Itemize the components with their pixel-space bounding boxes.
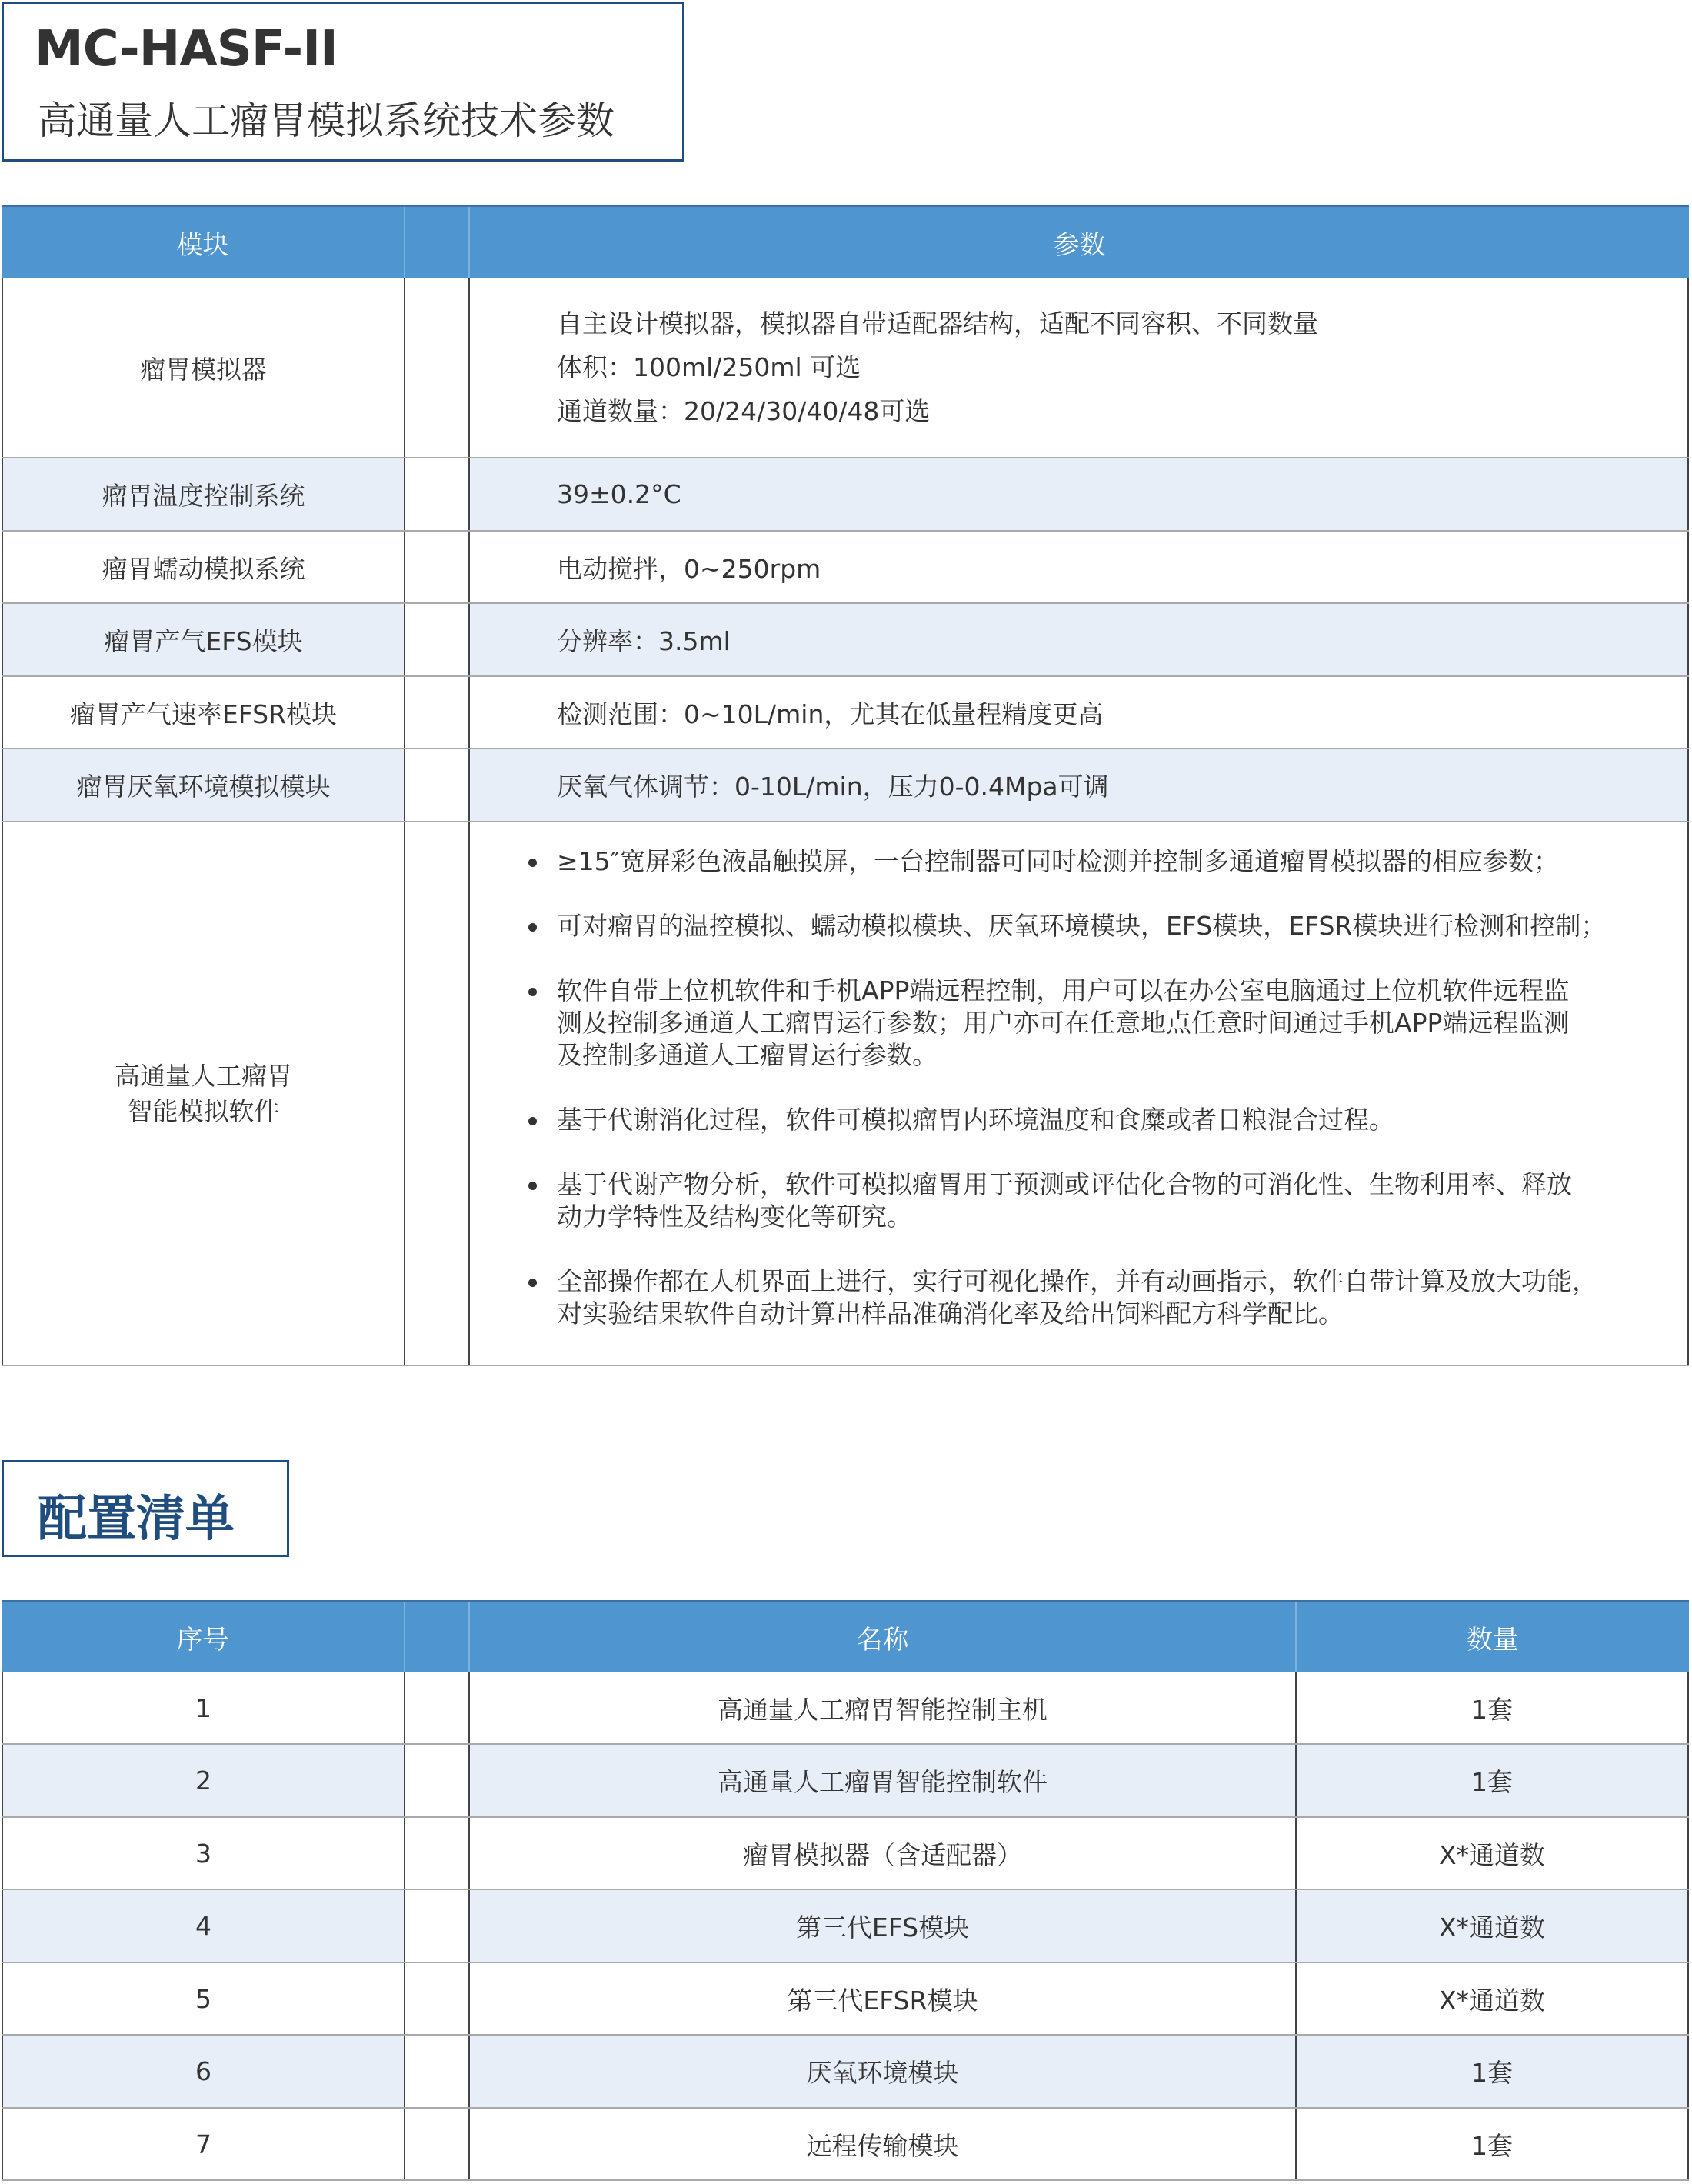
bullet-line: ≥15″宽屏彩色液晶触摸屏，一台控制器可同时检测并控制多通道瘤胃模拟器的相应参数； — [557, 846, 1559, 876]
table-row — [2, 677, 1689, 749]
config-table-header — [2, 1600, 1689, 1672]
module-name: 瘤胃产气EFS模块 — [2, 604, 404, 675]
table-row — [2, 1890, 1689, 1963]
table-row — [2, 749, 1689, 822]
table-row — [2, 278, 1689, 458]
title-box — [2, 2, 684, 162]
module-name: 瘤胃产气速率EFSR模块 — [2, 677, 404, 748]
spacer-cell — [404, 2109, 468, 2179]
bullet-line: 基于代谢产物分析，软件可模拟瘤胃用于预测或评估化合物的可消化性、生物利用率、释放 — [557, 1169, 1572, 1199]
param-line: 体积：100ml/250ml 可选 — [557, 352, 861, 382]
spacer-cell — [404, 1745, 468, 1816]
list-item — [524, 975, 1680, 1072]
bullet-line: 及控制多通道人工瘤胃运行参数。 — [557, 1040, 938, 1070]
bullet-line: 对实验结果软件自动计算出样品准确消化率及给出饲料配方科学配比。 — [557, 1299, 1344, 1329]
module-name: 瘤胃蠕动模拟系统 — [2, 532, 404, 602]
row-number: 6 — [2, 2036, 404, 2107]
spacer-cell — [404, 604, 468, 675]
param-value: 39±0.2°C — [468, 458, 1689, 530]
config-section-title-box — [2, 1460, 289, 1557]
bullet-line: 软件自带上位机软件和手机APP端远程控制，用户可以在办公室电脑通过上位机软件远程监 — [557, 975, 1570, 1005]
table-row — [2, 2036, 1689, 2109]
column-header-name: 名称 — [468, 1602, 1295, 1672]
page-subtitle: 高通量人工瘤胃模拟系统技术参数 — [38, 98, 615, 143]
param-value: 厌氧气体调节：0-10L/min，压力0-0.4Mpa可调 — [468, 749, 1689, 821]
spec-table-header — [2, 205, 1689, 278]
column-header-module: 模块 — [176, 230, 229, 261]
spacer-cell — [404, 749, 468, 821]
column-header-qty: 数量 — [1295, 1602, 1689, 1672]
table-row — [2, 1745, 1689, 1818]
item-name: 远程传输模块 — [468, 2109, 1295, 2179]
column-header-no: 序号 — [176, 1625, 229, 1656]
param-lines — [468, 278, 1689, 457]
list-item — [524, 910, 1680, 942]
list-item — [524, 1265, 1680, 1330]
param-value: 检测范围：0~10L/min，尤其在低量程精度更高 — [468, 677, 1689, 748]
module-name-line: 高通量人工瘤胃 — [115, 1060, 292, 1091]
row-number: 1 — [2, 1672, 404, 1743]
row-number: 2 — [2, 1745, 404, 1816]
spacer-cell — [404, 1818, 468, 1889]
bullet-line: 基于代谢消化过程，软件可模拟瘤胃内环境温度和食糜或者日粮混合过程。 — [557, 1105, 1394, 1135]
bullet-line: 测及控制多通道人工瘤胃运行参数；用户亦可在任意地点任意时间通过手机APP端远程监测 — [557, 1008, 1570, 1038]
config-table — [2, 1600, 1689, 2181]
table-row — [2, 532, 1689, 604]
item-qty: X*通道数 — [1295, 1818, 1689, 1889]
bullet-line: 动力学特性及结构变化等研究。 — [557, 1202, 912, 1232]
column-header-spacer — [404, 207, 468, 278]
table-row — [2, 1672, 1689, 1745]
item-qty: 1套 — [1295, 2109, 1689, 2179]
spacer-cell — [404, 458, 468, 530]
column-header-spacer — [404, 1602, 468, 1672]
bullet-line: 全部操作都在人机界面上进行，实行可视化操作，并有动画指示，软件自带计算及放大功能， — [557, 1266, 1597, 1296]
param-value: 电动搅拌，0~250rpm — [468, 532, 1689, 602]
param-line: 自主设计模拟器，模拟器自带适配器结构，适配不同容积、不同数量 — [557, 308, 1318, 338]
spec-table — [2, 205, 1689, 1366]
item-name: 第三代EFS模块 — [468, 1890, 1295, 1962]
bullet-line: 可对瘤胃的温控模拟、蠕动模拟模块、厌氧环境模块，EFS模块，EFSR模块进行检测和控制； — [557, 911, 1607, 941]
table-row — [2, 2109, 1689, 2181]
item-qty: 1套 — [1295, 2036, 1689, 2107]
spacer-cell — [404, 822, 468, 1365]
list-item — [524, 1169, 1680, 1233]
item-qty: 1套 — [1295, 1672, 1689, 1743]
spacer-cell — [404, 1672, 468, 1743]
table-row — [2, 1963, 1689, 2036]
module-name: 瘤胃厌氧环境模拟模块 — [2, 749, 404, 821]
row-number: 4 — [2, 1890, 404, 1962]
model-code: MC-HASF-II — [35, 21, 338, 78]
section-title: 配置清单 — [38, 1491, 235, 1548]
spacer-cell — [404, 677, 468, 748]
row-number: 7 — [2, 2109, 404, 2179]
spacer-cell — [404, 1963, 468, 2034]
module-name: 瘤胃温度控制系统 — [2, 458, 404, 530]
module-name-line: 智能模拟软件 — [127, 1095, 280, 1126]
table-row — [2, 1818, 1689, 1890]
item-name: 高通量人工瘤胃智能控制软件 — [468, 1745, 1295, 1816]
spacer-cell — [404, 532, 468, 602]
feature-bullets — [468, 822, 1689, 1365]
item-qty: X*通道数 — [1295, 1963, 1689, 2034]
item-name: 厌氧环境模块 — [468, 2036, 1295, 2107]
param-value: 分辨率：3.5ml — [468, 604, 1689, 675]
module-name — [2, 822, 404, 1365]
list-item — [524, 1104, 1680, 1136]
spacer-cell — [404, 278, 468, 457]
row-number: 5 — [2, 1963, 404, 2034]
module-name: 瘤胃模拟器 — [2, 278, 404, 457]
table-row — [2, 822, 1689, 1366]
item-qty: 1套 — [1295, 1745, 1689, 1816]
param-line: 通道数量：20/24/30/40/48可选 — [557, 396, 931, 426]
item-qty: X*通道数 — [1295, 1890, 1689, 1962]
item-name: 高通量人工瘤胃智能控制主机 — [468, 1672, 1295, 1743]
list-item — [524, 845, 1680, 878]
table-row — [2, 458, 1689, 532]
column-header-params: 参数 — [468, 207, 1689, 278]
row-number: 3 — [2, 1818, 404, 1889]
spacer-cell — [404, 1890, 468, 1962]
spacer-cell — [404, 2036, 468, 2107]
item-name: 第三代EFSR模块 — [468, 1963, 1295, 2034]
table-row — [2, 604, 1689, 677]
item-name: 瘤胃模拟器（含适配器） — [468, 1818, 1295, 1889]
